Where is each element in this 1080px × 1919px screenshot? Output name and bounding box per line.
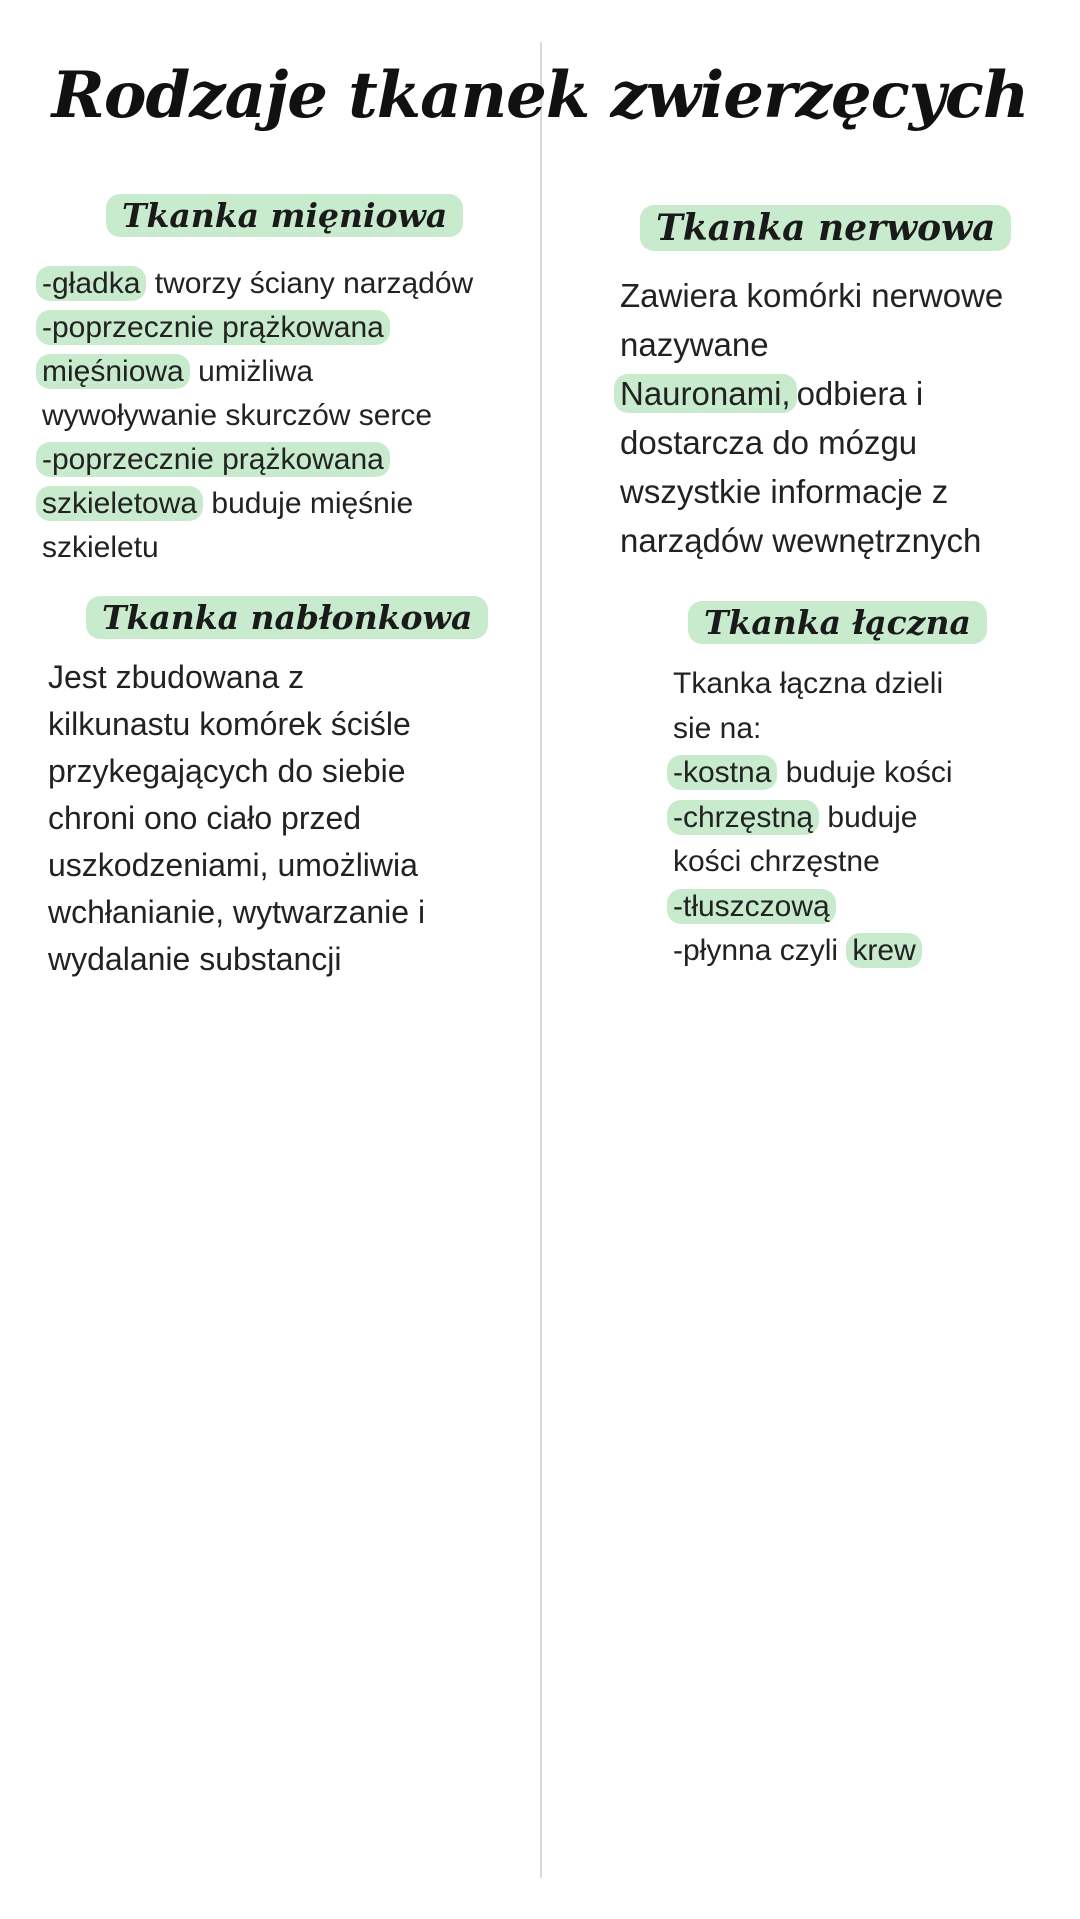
highlight-term: Nauronami, xyxy=(614,374,797,413)
heading-highlight: Tkanka mięniowa xyxy=(106,194,463,237)
highlight-term: -chrzęstną xyxy=(667,800,819,835)
line-text: umiżliwa xyxy=(189,355,314,388)
line-text: kości chrzęstne xyxy=(673,845,880,878)
text-line xyxy=(42,262,473,306)
text-line xyxy=(620,369,1003,418)
line-text: buduje mięśnie xyxy=(203,487,414,520)
text-line: Jest zbudowana z xyxy=(48,659,305,695)
heading-epithelial-tissue xyxy=(86,598,488,637)
line-text: dostarcza do mózgu xyxy=(620,424,918,461)
text-line xyxy=(620,271,1003,320)
heading-connective-tissue xyxy=(688,603,987,642)
page-title: Rodzaje tkanek zwierzęcych xyxy=(51,58,1029,133)
line-text: odbiera i xyxy=(796,375,924,412)
text-line xyxy=(673,707,953,752)
line-text: Tkanka łączna dzieli xyxy=(673,667,944,700)
text-line xyxy=(620,320,1003,369)
text-line: uszkodzeniami, umożliwia xyxy=(48,847,418,883)
heading-highlight: Tkanka łączna xyxy=(688,601,987,644)
highlight-term: -poprzecznie prążkowana xyxy=(36,310,390,345)
text-line: chroni ono ciało przed xyxy=(48,800,362,836)
text-line: wchłanianie, wytwarzanie i xyxy=(48,894,426,930)
line-text: wywoływanie skurczów serce xyxy=(42,399,433,432)
highlight-term: -kostna xyxy=(667,755,777,790)
text-line xyxy=(42,482,473,526)
text-line: przykegających do siebie xyxy=(48,753,406,789)
highlight-term: mięśniowa xyxy=(36,354,190,389)
heading-muscle-tissue xyxy=(106,196,463,235)
connective-tissue-text xyxy=(673,662,953,974)
line-text: buduje kości xyxy=(777,756,953,789)
text-line xyxy=(673,796,953,841)
highlight-term: -gładka xyxy=(36,266,146,301)
text-line xyxy=(673,840,953,885)
epithelial-tissue-text xyxy=(48,654,425,983)
highlight-term: krew xyxy=(846,933,921,968)
text-line xyxy=(42,350,473,394)
line-text: buduje xyxy=(819,800,918,834)
text-line xyxy=(42,438,473,482)
text-line xyxy=(620,418,1003,467)
text-line xyxy=(42,526,473,570)
text-line: wydalanie substancji xyxy=(48,941,342,977)
text-line xyxy=(620,467,1003,516)
heading-nerve-tissue xyxy=(640,207,1011,249)
line-text: wszystkie informacje z xyxy=(620,473,949,510)
column-divider xyxy=(540,42,542,1878)
line-text: Zawiera komórki nerwowe xyxy=(620,277,1004,314)
line-text: -płynna czyli xyxy=(673,934,847,967)
line-text: sie na: xyxy=(673,711,762,745)
text-line xyxy=(673,662,953,707)
line-text: tworzy ściany narządów xyxy=(146,267,474,300)
muscle-tissue-text xyxy=(42,262,473,570)
line-text: nazywane xyxy=(620,326,769,363)
heading-highlight: Tkanka nerwowa xyxy=(640,205,1011,251)
highlight-term: -poprzecznie prążkowana xyxy=(36,442,390,477)
heading-highlight: Tkanka nabłonkowa xyxy=(86,596,488,639)
line-text: narządów wewnętrznych xyxy=(620,522,982,559)
text-line xyxy=(620,516,1003,565)
highlight-term: szkieletowa xyxy=(36,486,203,521)
text-line xyxy=(673,885,953,930)
highlight-term: -tłuszczową xyxy=(667,889,836,924)
text-line: kilkunastu komórek ściśle xyxy=(48,706,411,742)
nerve-tissue-text xyxy=(620,271,1003,565)
text-line xyxy=(42,394,473,438)
text-line xyxy=(673,751,953,796)
text-line xyxy=(42,306,473,350)
line-text: szkieletu xyxy=(42,531,159,564)
text-line xyxy=(673,929,953,974)
